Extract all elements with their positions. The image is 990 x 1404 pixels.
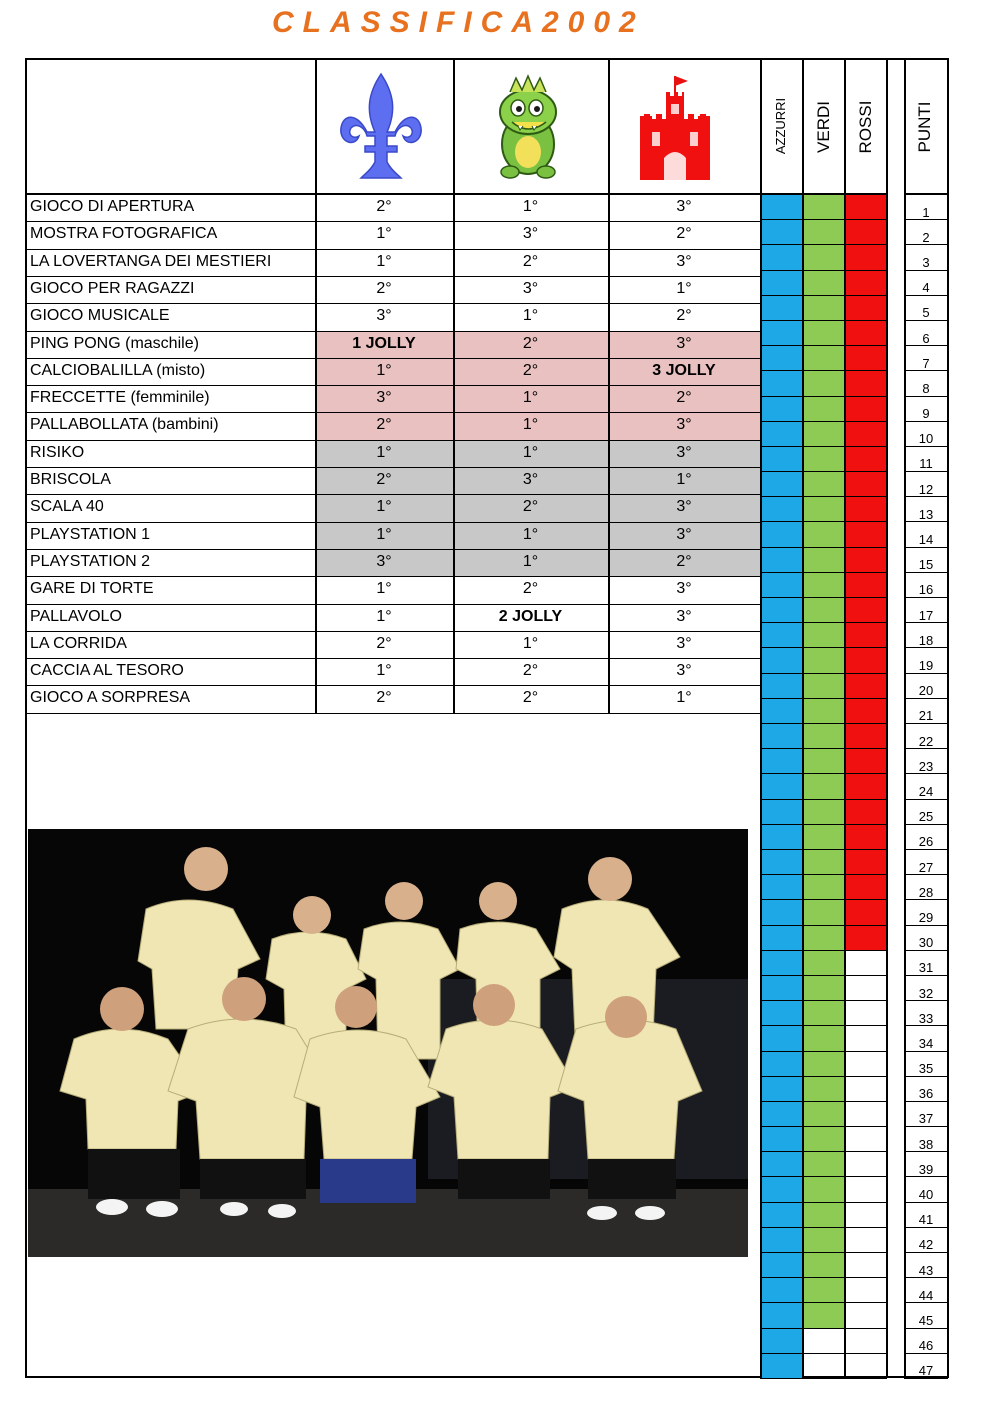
score-bar-azzurri [762,194,802,1378]
placement-cell: 3° [676,198,692,215]
placement-cell: 2° [376,471,392,488]
placement-cell: 1° [376,361,392,379]
points-value: 6 [922,330,930,346]
placement-cell: 3° [522,225,539,243]
placement-cell: 1° [376,525,392,543]
placement-cell: 3° [376,389,392,407]
placement-cell: 1° [522,416,539,434]
score-grid-line [760,975,887,976]
score-grid-line [760,1076,887,1077]
points-value: 41 [918,1212,934,1228]
score-column-divider [760,58,762,1378]
points-value: 37 [918,1111,934,1127]
score-grid-line [760,320,887,321]
placement-cell: 1° [376,252,392,270]
points-value: 26 [918,834,934,850]
game-name: GARE DI TORTE [30,580,154,598]
game-name: MOSTRA FOTOGRAFICA [30,225,218,243]
score-grid-line [760,849,887,850]
score-bar-verdi [804,194,844,1328]
game-name: GIOCO A SORPRESA [30,689,191,707]
score-grid-line [760,622,887,623]
placement-cell: 2° [522,334,539,352]
game-name: LA CORRIDA [30,634,127,652]
placement-cell: 1° [522,307,539,325]
points-grid-line [904,471,948,472]
points-value: 42 [918,1237,934,1253]
score-grid-line [760,1353,887,1354]
score-column-divider [802,58,804,1378]
points-value: 2 [922,229,930,245]
placement-cell: 1° [522,443,539,461]
game-name: GIOCO DI APERTURA [30,198,195,215]
points-value: 40 [918,1187,934,1203]
game-name: PLAYSTATION 1 [30,525,151,543]
placement-cell: 1° [376,443,392,461]
points-grid-line [904,1101,948,1102]
points-value: 25 [918,809,934,825]
points-value: 11 [919,456,933,472]
placement-cell: 3° [676,525,692,543]
points-value: 12 [918,481,934,497]
placement-cell: 2° [376,198,392,215]
placement-cell: 3° [376,552,392,570]
points-value: 15 [918,557,934,573]
placement-cell: 2 JOLLY [498,607,563,625]
points-value: 5 [922,305,930,321]
points-value: 13 [918,506,934,522]
score-grid-line [760,1126,887,1127]
game-name: PALLABOLLATA (bambini) [30,416,219,434]
placement-cell: 1° [522,389,539,407]
score-grid-line [760,1252,887,1253]
points-value: 33 [918,1010,934,1026]
placement-cell: 3° [676,498,692,516]
score-grid-line [760,1328,887,1329]
placement-cell: 3° [676,416,692,434]
score-grid-line [760,396,887,397]
game-name: PING PONG (maschile) [30,334,199,352]
game-name: RISIKO [30,443,85,461]
placement-cell: 3° [522,471,539,488]
score-grid-line [760,572,887,573]
score-grid-line [760,1378,887,1379]
placement-cell: 3° [676,634,692,652]
score-grid-line [760,547,887,548]
score-grid-line [760,748,887,749]
placement-cell: 2° [676,225,692,243]
placement-cell: 1° [522,525,539,543]
placement-cell: 1° [376,607,392,625]
points-value: 16 [918,582,934,598]
points-value: 46 [918,1338,934,1354]
placement-cell: 2° [376,689,392,707]
placement-cell: 3° [676,580,692,598]
score-grid-line [760,1302,887,1303]
score-grid-line [760,446,887,447]
points-value: 47 [918,1363,934,1379]
column-header-rossi: ROSSI [856,100,875,154]
points-value: 18 [918,632,934,648]
placement-cell: 1° [376,225,392,243]
score-grid-line [760,1202,887,1203]
score-grid-line [760,219,887,220]
score-column-divider [844,58,846,1378]
points-value: 32 [918,985,934,1001]
score-grid-line [760,496,887,497]
score-column-divider [886,58,888,1378]
placement-cell: 1° [676,689,692,707]
points-value: 7 [922,355,930,371]
title-year: 2002 [542,6,645,39]
placement-cell: 1° [522,198,539,215]
score-grid-line [760,1176,887,1177]
green-dragon-icon [488,72,568,182]
game-name: GIOCO MUSICALE [30,307,170,325]
title-word: CLASSIFICA [272,6,542,39]
placement-cell: 2° [376,279,392,297]
game-name: CACCIA AL TESORO [30,662,184,680]
points-value: 38 [918,1136,934,1152]
placement-cell: 2° [676,389,692,407]
red-castle-icon [640,72,710,182]
placement-cell: 3° [676,252,692,270]
points-grid-line [904,723,948,724]
score-grid-line [760,723,887,724]
points-value: 20 [918,683,934,699]
row-line [25,713,761,714]
placement-cell: 1° [376,498,392,516]
placement-cell: 3 JOLLY [652,361,716,379]
game-name: CALCIOBALILLA (misto) [30,361,206,379]
placement-cell: 2° [522,252,539,270]
score-grid-line [760,1000,887,1001]
placement-cell: 2° [376,416,392,434]
points-value: 4 [922,280,930,296]
points-grid-line [904,1252,948,1253]
score-grid-line [760,950,887,951]
game-name: FRECCETTE (femminile) [30,389,210,407]
points-value: 29 [918,909,934,925]
score-grid-line [760,270,887,271]
points-value: 31 [918,960,934,976]
score-grid-line [760,799,887,800]
score-grid-line [760,1227,887,1228]
placement-cell: 2° [522,580,539,598]
points-value: 30 [918,935,934,951]
points-grid-line [904,597,948,598]
placement-cell: 3° [676,607,692,625]
game-name: LA LOVERTANGA DEI MESTIERI [30,252,272,270]
placement-cell: 2° [676,307,692,325]
column-header-punti: PUNTI [915,101,934,153]
score-grid-line [760,1025,887,1026]
score-grid-line [760,899,887,900]
placement-cell: 3° [676,662,692,680]
score-grid-line [760,647,887,648]
score-grid-line [760,244,887,245]
placement-cell: 1° [522,552,539,570]
placement-cell: 1 JOLLY [352,334,416,352]
points-value: 44 [918,1287,934,1303]
score-grid-line [760,925,887,926]
points-grid-line [904,849,948,850]
placement-cell: 3° [676,334,692,352]
points-value: 14 [918,532,934,548]
game-name: PALLAVOLO [30,607,122,625]
fleur-de-lis-icon [335,70,427,182]
column-header-azzurri: AZZURRI [773,97,788,155]
team-group-photo [28,829,748,1257]
points-value: 8 [922,380,930,396]
score-grid-line [760,345,887,346]
score-grid-line [760,824,887,825]
game-name: PLAYSTATION 2 [30,552,151,570]
score-grid-line [760,1277,887,1278]
points-value: 9 [922,406,930,422]
placement-cell: 2° [522,689,539,707]
placement-cell: 1° [376,662,392,680]
points-value: 43 [918,1262,934,1278]
score-grid-line [760,673,887,674]
placement-cell: 3° [676,443,692,461]
score-grid-line [760,471,887,472]
placement-cell: 3° [376,307,392,325]
score-grid-line [760,698,887,699]
points-value: 19 [918,658,934,674]
points-grid-line [904,446,948,447]
placement-cell: 1° [676,279,692,297]
placement-cell: 2° [522,361,539,379]
points-grid-line [904,975,948,976]
points-value: 45 [918,1313,934,1328]
points-value: 39 [918,1161,934,1177]
score-grid-line [760,1051,887,1052]
placement-cell: 2° [676,552,692,570]
placement-cell: 1° [522,634,539,652]
score-grid-line [760,1151,887,1152]
points-grid-line [904,320,948,321]
game-name: BRISCOLA [30,471,111,488]
score-grid-line [760,521,887,522]
score-header-line [760,193,948,195]
placement-cell: 2° [376,634,392,652]
game-name: SCALA 40 [30,498,104,516]
score-grid-line [760,295,887,296]
points-value: 28 [918,884,934,900]
points-value: 1 [922,204,930,220]
placement-cell: 1° [376,580,392,598]
points-value: 22 [918,733,934,749]
score-grid-line [760,874,887,875]
points-grid-line [904,1378,948,1379]
points-value: 3 [922,254,930,270]
gap-column [888,60,904,1376]
points-value: 27 [918,859,934,875]
score-grid-line [760,1101,887,1102]
points-value: 21 [918,708,934,724]
points-value: 34 [918,1035,934,1051]
placement-cell: 2° [522,662,539,680]
placement-cell: 1° [676,471,692,488]
column-header-verdi: VERDI [814,101,833,153]
points-value: 10 [918,431,934,447]
placement-cell: 2° [522,498,539,516]
score-grid-line [760,370,887,371]
score-grid-line [760,421,887,422]
score-grid-line [760,773,887,774]
points-value: 17 [918,607,934,623]
points-grid-line [904,1126,948,1127]
points-value: 23 [918,758,934,774]
game-name: GIOCO PER RAGAZZI [30,279,195,297]
points-value: 35 [918,1061,934,1077]
placement-cell: 3° [522,279,539,297]
page-title [0,6,990,46]
points-value: 36 [918,1086,934,1102]
points-value: 24 [918,783,934,799]
score-grid-line [760,597,887,598]
